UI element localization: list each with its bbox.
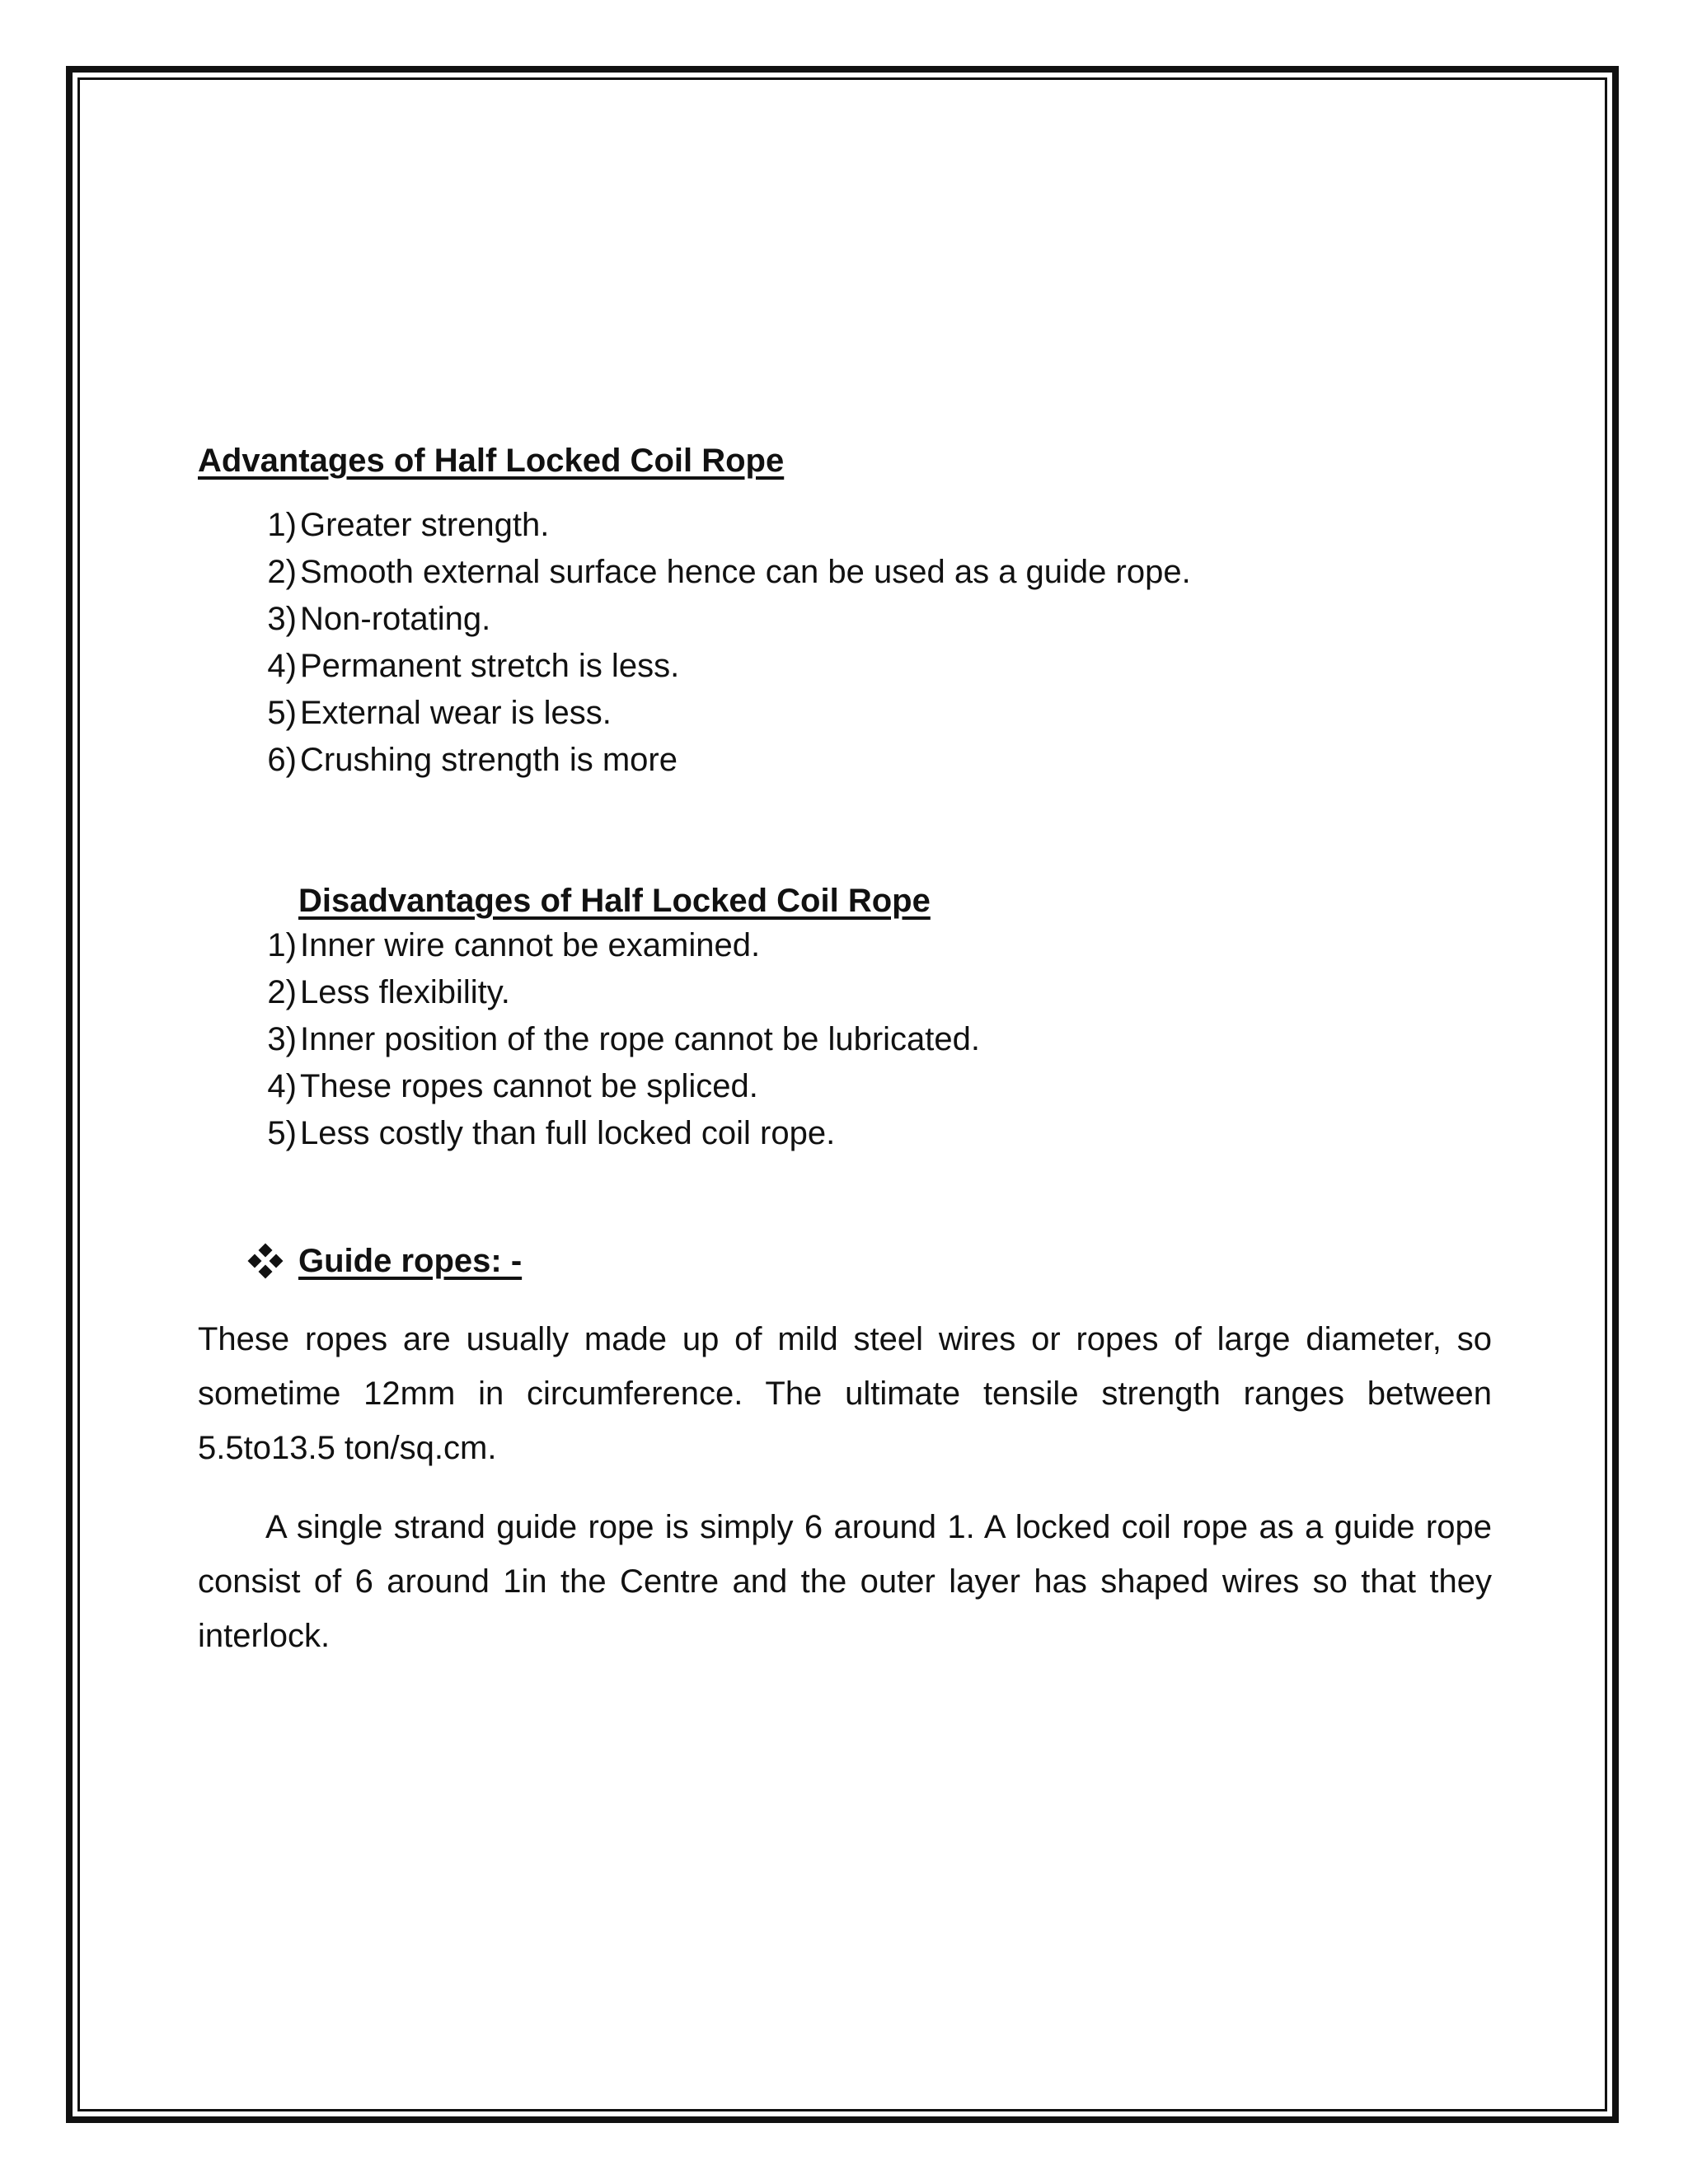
list-item	[198, 502, 1492, 549]
four-diamond-bullet-icon	[249, 1244, 282, 1277]
guide-ropes-heading: Guide ropes: -	[298, 1243, 523, 1279]
list-item	[198, 596, 1492, 643]
list-item	[198, 922, 1492, 969]
list-number: 1)	[267, 927, 297, 963]
list-item	[198, 969, 1492, 1016]
list-number: 5)	[267, 1115, 297, 1151]
page-content	[198, 441, 1492, 1663]
list-text: Less costly than full locked coil rope.	[300, 1115, 836, 1151]
list-number: 4)	[267, 1068, 297, 1104]
guide-ropes-heading-row	[249, 1241, 1492, 1281]
list-number: 4)	[267, 648, 297, 684]
list-number: 2)	[267, 554, 297, 590]
list-number: 2)	[267, 974, 297, 1010]
list-text: External wear is less.	[300, 695, 612, 731]
list-item	[198, 737, 1492, 784]
list-text: Less flexibility.	[300, 974, 510, 1010]
advantages-heading: Advantages of Half Locked Coil Rope	[198, 443, 785, 479]
list-item	[198, 643, 1492, 690]
disadvantages-list	[198, 922, 1492, 1157]
list-item	[198, 1016, 1492, 1063]
list-text: Crushing strength is more	[300, 742, 678, 778]
list-text: Non-rotating.	[300, 601, 491, 637]
list-text: Smooth external surface hence can be used as a guide rope.	[300, 554, 1191, 590]
list-number: 5)	[267, 695, 297, 731]
list-item	[198, 690, 1492, 737]
list-number: 1)	[267, 507, 297, 543]
list-item	[198, 549, 1492, 596]
disadvantages-heading: Disadvantages of Half Locked Coil Rope	[298, 883, 931, 919]
list-number: 3)	[267, 601, 297, 637]
list-text: Greater strength.	[300, 507, 550, 543]
list-number: 6)	[267, 742, 297, 778]
list-text: Inner position of the rope cannot be lubricated.	[300, 1021, 980, 1057]
list-item	[198, 1110, 1492, 1157]
list-text: Permanent stretch is less.	[300, 648, 680, 684]
advantages-list	[198, 502, 1492, 784]
list-number: 3)	[267, 1021, 297, 1057]
list-text: Inner wire cannot be examined.	[300, 927, 761, 963]
guide-ropes-paragraph-2: A single strand guide rope is simply 6 around 1. A locked coil rope as a guide rope consist of 6 around 1in the Centre and the outer layer has shaped wires so that they interlock.	[198, 1509, 1492, 1654]
list-item	[198, 1063, 1492, 1110]
guide-ropes-paragraph-1: These ropes are usually made up of mild steel wires or ropes of large diameter, so sometime 12mm in circumference. The ultimate tensile strength ranges between 5.5to13.5 ton/sq.cm.	[198, 1321, 1492, 1466]
list-text: These ropes cannot be spliced.	[300, 1068, 758, 1104]
